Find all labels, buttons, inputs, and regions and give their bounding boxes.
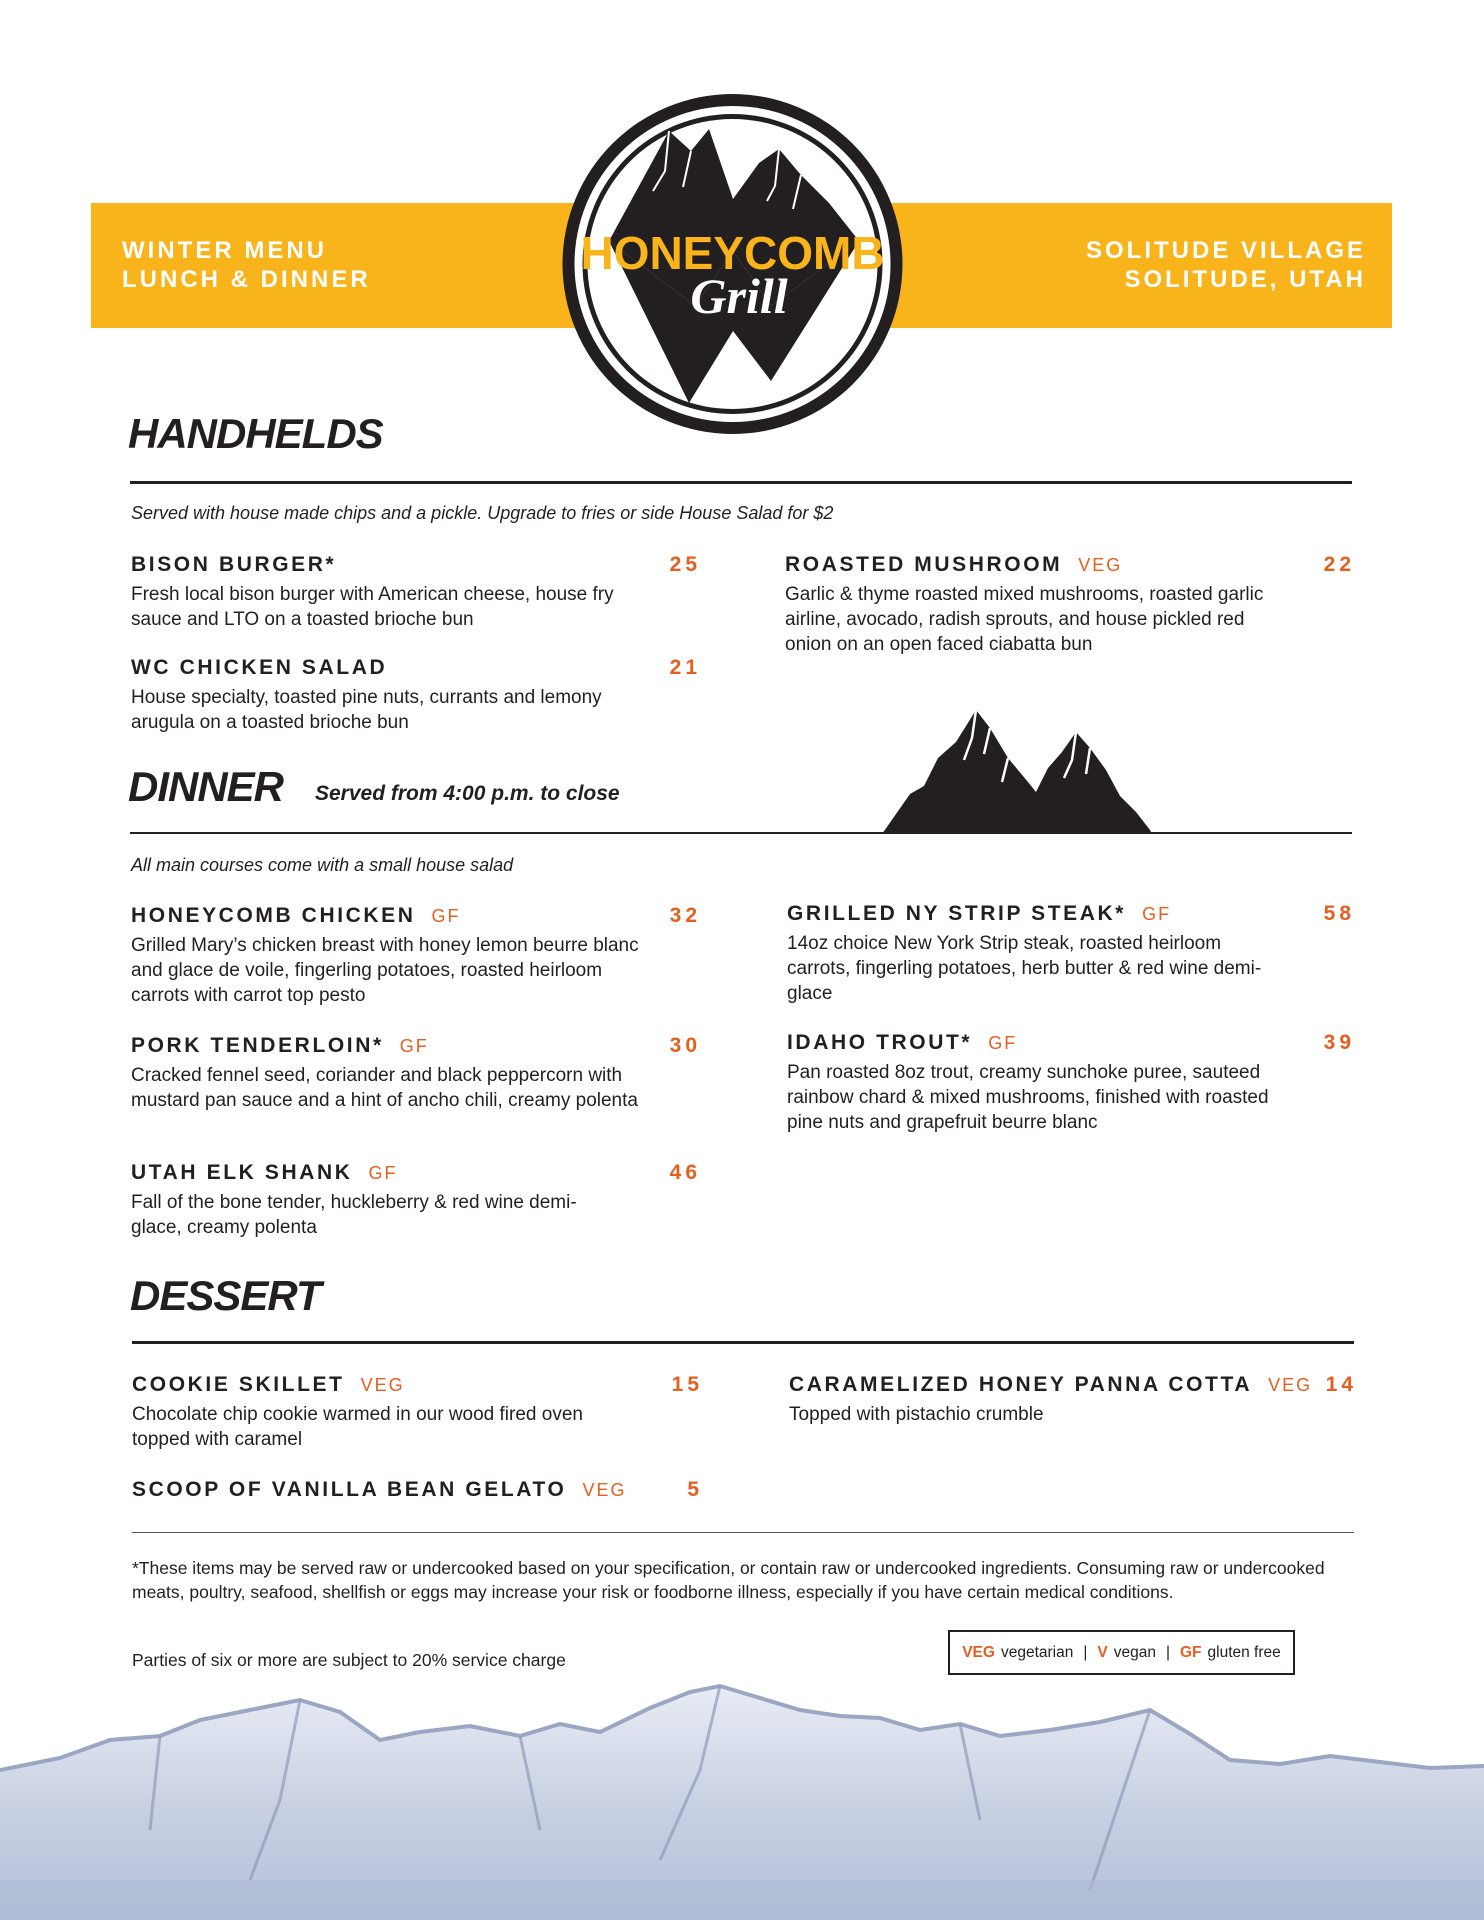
item-price: 21 [669,656,701,679]
menu-item [787,902,1355,1006]
item-description: 14oz choice New York Strip steak, roasted heirloom carrots, fingerling potatoes, herb butter & red wine demi-glace [787,933,1262,1004]
menu-item [785,553,1355,657]
legend-label: vegetarian [1000,1643,1074,1661]
menu-item [131,904,701,1008]
logo-script: Grill [690,268,788,324]
section-title-dinner: DINNER [128,763,284,810]
item-price: 46 [669,1161,701,1184]
location-village: SOLITUDE VILLAGE [1085,237,1366,264]
divider [130,832,1352,834]
item-price: 14 [1325,1373,1357,1396]
legend-separator: | [1083,1643,1088,1661]
item-name: PORK TENDERLOIN* [131,1034,384,1057]
item-tag: GF [431,906,461,926]
item-description: Garlic & thyme roasted mixed mushrooms, roasted garlic airline, avocado, radish sprouts, and house pickled red onion on an open faced ciabatta bun [785,584,1264,655]
item-price: 39 [1323,1031,1355,1054]
handhelds-note: Served with house made chips and a pickle. Upgrade to fries or side House Salad for $2 [131,503,834,523]
menu-item [787,1031,1355,1135]
menu-item [131,1161,701,1240]
item-price: 22 [1323,553,1355,576]
service-charge-note: Parties of six or more are subject to 20% service charge [132,1650,566,1670]
item-description: Topped with pistachio crumble [789,1404,1044,1425]
divider [130,481,1352,484]
item-tag: GF [988,1033,1018,1053]
menu-item [131,553,701,632]
item-price: 15 [671,1373,703,1396]
item-price: 30 [669,1034,701,1057]
item-name: GRILLED NY STRIP STEAK* [787,902,1127,925]
logo-word: HONEYCOMB [580,227,885,279]
menu-item [131,656,701,735]
dinner-hours: Served from 4:00 p.m. to close [315,782,620,805]
location [1086,236,1366,294]
menu-item [132,1373,703,1452]
menu-season: WINTER MENU [122,237,327,264]
menu-service: LUNCH & DINNER [122,266,371,293]
item-tag: GF [368,1163,398,1183]
item-description: Cracked fennel seed, coriander and black peppercorn with mustard pan sauce and a hint of ancho chili, creamy polenta [131,1065,638,1111]
item-tag: VEG [1078,555,1123,575]
item-description: Fresh local bison burger with American cheese, house fry sauce and LTO on a toasted brioche bun [131,584,614,630]
item-name: IDAHO TROUT* [787,1031,973,1054]
item-price: 25 [669,553,701,576]
item-description: Chocolate chip cookie warmed in our wood fired oven topped with caramel [132,1404,583,1450]
legend-separator: | [1165,1643,1170,1661]
legend-code: V [1097,1643,1108,1661]
dietary-legend [948,1630,1295,1675]
item-tag: VEG [360,1375,405,1395]
item-name: BISON BURGER* [131,553,337,576]
menu-type [122,236,371,294]
section-title-dessert: DESSERT [130,1272,321,1319]
divider [132,1341,1354,1344]
section-title-handhelds: HANDHELDS [128,410,383,457]
item-tag: VEG [1268,1375,1313,1395]
item-tag: VEG [582,1480,627,1500]
item-tag: GF [399,1036,429,1056]
item-description: Fall of the bone tender, huckleberry & red wine demi-glace, creamy polenta [131,1192,577,1238]
menu-item [789,1373,1357,1427]
item-name: ROASTED MUSHROOM [785,553,1063,576]
item-name: CARAMELIZED HONEY PANNA COTTA [789,1373,1253,1396]
legend-code: GF [1179,1643,1202,1661]
legend-label: vegan [1113,1643,1156,1661]
item-tag: GF [1142,904,1172,924]
item-price: 58 [1323,902,1355,925]
item-price: 5 [687,1478,703,1501]
raw-food-disclaimer: *These items may be served raw or undercooked based on your specification, or contain raw or undercooked ingredients. Consuming raw or undercooked meats, poultry, seafood, shellfish or eggs may increase your risk or foodborne illness, especially if you have certain medical conditions. [132,1558,1325,1602]
snowy-mountains-photo [0,1680,1484,1920]
mountain-illustration [880,708,1162,836]
honeycomb-grill-logo [561,91,904,437]
item-name: COOKIE SKILLET [132,1373,345,1396]
item-description: Pan roasted 8oz trout, creamy sunchoke puree, sauteed rainbow chard & mixed mushrooms, finished with roasted pine nuts and grapefruit beurre blanc [787,1062,1269,1133]
menu-item [132,1478,703,1502]
item-name: HONEYCOMB CHICKEN [131,904,416,927]
dinner-note: All main courses come with a small house salad [131,855,514,875]
item-description: House specialty, toasted pine nuts, currants and lemony arugula on a toasted brioche bun [131,687,602,733]
menu-item [131,1034,701,1113]
item-price: 32 [669,904,701,927]
legend-label: gluten free [1207,1643,1281,1661]
divider [132,1532,1354,1533]
location-state: SOLITUDE, UTAH [1124,266,1366,293]
item-name: WC CHICKEN SALAD [131,656,388,679]
item-description: Grilled Mary’s chicken breast with honey lemon beurre blanc and glace de voile, fingerling potatoes, roasted heirloom carrots with carrot top pesto [131,935,639,1006]
item-name: SCOOP OF VANILLA BEAN GELATO [132,1478,567,1501]
legend-code: VEG [962,1643,995,1661]
item-name: UTAH ELK SHANK [131,1161,353,1184]
